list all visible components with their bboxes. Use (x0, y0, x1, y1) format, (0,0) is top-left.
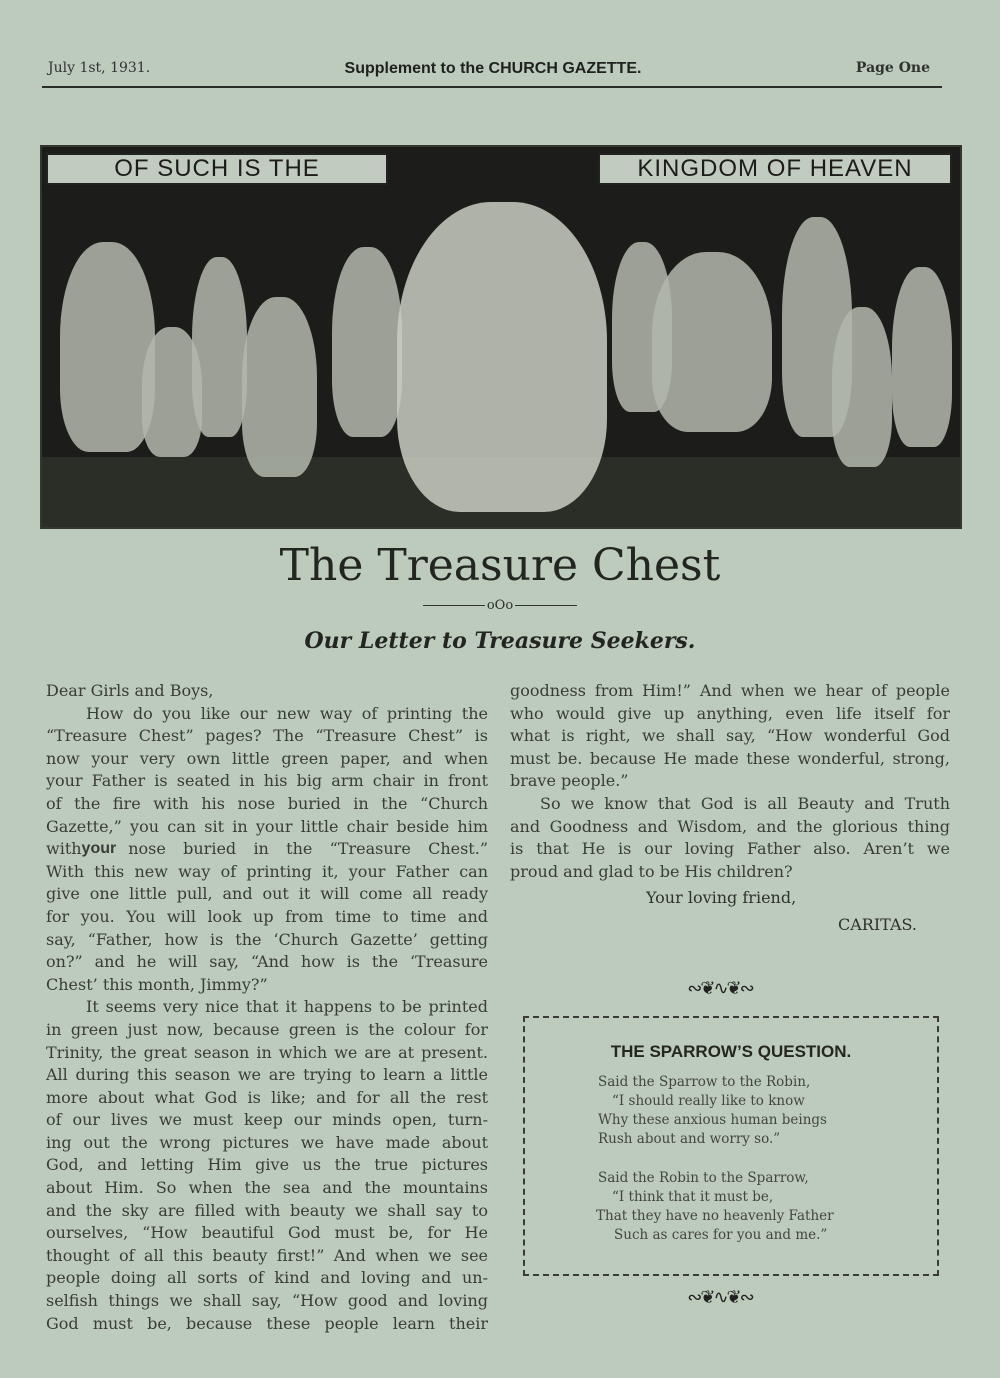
text-line: With this new way of printing it, your Father can (46, 861, 488, 881)
emphasis-word: your (81, 840, 117, 858)
text-line: people doing all sorts of kind and loving and un- (46, 1268, 488, 1288)
text-line: must be. because He made these wonderful, strong, (510, 748, 950, 768)
scroll-ornament-icon: ∾❦∿❦∾ (687, 1287, 753, 1308)
text-line: thought of all this beauty first!” And when we see (46, 1245, 488, 1265)
text-line: goodness from Him!” And when we hear of people (510, 681, 950, 700)
figure-child (892, 267, 952, 447)
banner-right: KINGDOM OF HEAVEN (598, 153, 952, 185)
poem-line: Such as cares for you and me.” (614, 1227, 828, 1243)
article-subtitle: Our Letter to Treasure Seekers. (304, 628, 696, 654)
text-line: proud and glad to be His children? (510, 861, 793, 881)
text-line: How do you like our new way of printing the (86, 703, 488, 723)
text-line: Gazette,” you can sit in your little chair beside him (46, 816, 488, 836)
poem-stanza-1 (598, 1073, 827, 1149)
text-line: So we know that God is all Beauty and Truth (540, 793, 950, 813)
text-line: what is right, we shall say, “How wonderful God (510, 726, 950, 746)
text-line: about Him. So when the sea and the mountains (46, 1178, 488, 1198)
text-line: selfish things we shall say, “How good and loving (46, 1291, 488, 1311)
letter-signature: CARITAS. (838, 915, 917, 934)
text-line: of our lives we must keep our minds open, turn- (46, 1110, 488, 1130)
illustration-madonna-children (40, 145, 962, 529)
text-line: say, “Father, how is the ‘Church Gazette’ getting (46, 929, 488, 949)
text-line: give one little pull, and out it will come all ready (46, 884, 488, 904)
text-line: in green just now, because green is the colour for (46, 1019, 488, 1039)
text-line: ing out the wrong pictures we have made about (46, 1132, 488, 1152)
text-line: All during this season we are trying to learn a little (46, 1065, 488, 1085)
text-line: of the fire with his nose buried in the “Church (46, 793, 488, 813)
figure-child (192, 257, 247, 437)
text-word: nose buried in the “Treasure Chest.” (128, 839, 488, 859)
text-line: It seems very nice that it happens to be printed (86, 997, 488, 1017)
publication-title: Supplement to the CHURCH GAZETTE. (344, 60, 642, 77)
text-line: is that He is our loving Father also. Aren’t we (510, 839, 950, 859)
poem-line: “I should really like to know (612, 1093, 805, 1109)
letter-left-column (46, 680, 488, 1335)
page-number: Page One (855, 60, 930, 76)
text-line: God must be, because these people learn their (46, 1313, 488, 1333)
page-header (44, 60, 942, 82)
text-line: and Goodness and Wisdom, and the glorious thing (510, 816, 950, 836)
poem-line: “I think that it must be, (612, 1189, 774, 1205)
figure-child (242, 297, 317, 477)
text-line: on?” and he will say, “And how is the ‘Treasure (46, 952, 488, 972)
poem-stanza-2 (598, 1169, 834, 1245)
poem-title: THE SPARROW’S QUESTION. (610, 1042, 852, 1061)
article-title: The Treasure Chest (279, 540, 721, 591)
text-line: and the sky are filled with beauty we shall say to (46, 1200, 488, 1220)
text-line: Trinity, the great season in which we are at present. (46, 1042, 488, 1062)
text-line: who would give up anything, even life itself for (510, 703, 950, 723)
text-line: God, and letting Him give us the true pictures (46, 1155, 488, 1175)
text-line: Dear Girls and Boys, (46, 681, 214, 700)
text-line: for you. You will look up from time to time and (46, 906, 488, 926)
poem-line: Why these anxious human beings (598, 1112, 827, 1128)
figure-child (60, 242, 155, 452)
text-line: Chest’ this month, Jimmy?” (46, 974, 268, 994)
text-line: now your very own little green paper, and when (46, 748, 488, 768)
poem-line: Said the Robin to the Sparrow, (598, 1170, 809, 1186)
banner-left: OF SUCH IS THE (46, 153, 388, 185)
letter-closing: Your loving friend, (646, 888, 797, 907)
issue-date: July 1st, 1931. (48, 60, 151, 76)
scroll-ornament-icon: ∾❦∿❦∾ (687, 978, 753, 999)
letter-right-column (510, 680, 950, 883)
text-line: more about what God is like; and for all the rest (46, 1087, 488, 1107)
text-line (46, 838, 488, 861)
poem-line: That they have no heavenly Father (596, 1208, 834, 1224)
figure-madonna (397, 202, 607, 512)
text-line: brave people.” (510, 771, 629, 791)
figure-child (332, 247, 402, 437)
text-line: your Father is seated in his big arm chair in front (46, 771, 488, 791)
header-rule (42, 86, 942, 88)
figure-child (832, 307, 892, 467)
text-word: with (46, 839, 82, 859)
text-line: “Treasure Chest” pages? The “Treasure Chest” is (46, 726, 488, 746)
figure-child (652, 252, 772, 432)
title-separator: oOo (0, 598, 1000, 613)
poem-line: Rush about and worry so.” (598, 1131, 781, 1147)
text-line: ourselves, “How beautiful God must be, for He (46, 1223, 488, 1243)
poem-line: Said the Sparrow to the Robin, (598, 1074, 811, 1090)
